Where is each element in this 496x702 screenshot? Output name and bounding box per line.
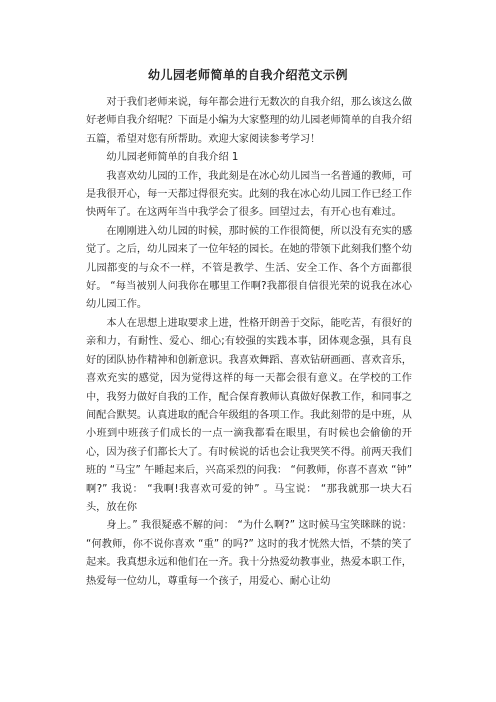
intro-paragraph: 对于我们老师来说，每年都会进行无数次的自我介绍，那么该这么做好老师自我介绍呢？下面是小编为大家整理的幼儿园老师简单的自我介绍五篇，希望对您有所帮助。欢迎大家阅读参考学习！ xyxy=(86,97,413,145)
body-paragraph: 身上。” 我很疑惑不解的问： “为什么啊?” 这时候马宝笑眯眯的说： “何教师，你不说你喜欢 “重” 的吗?” 这时的我才恍然大悟，不禁的笑了起来。我真想永远和他们在一齐。我十分热爱幼教事业，热爱本职工作，热爱每一位幼儿，尊重每一个孩子，用爱心、耐心让幼 xyxy=(86,520,412,587)
document-title: 幼儿园老师简单的自我介绍范文示例 xyxy=(147,68,348,82)
document-body xyxy=(86,94,412,591)
body-paragraph: 我喜欢幼儿园的工作，我此刻是在冰心幼儿园当一名普通的教师，可是我很开心，每一天都过得很充实。此刻的我在冰心幼儿园工作已经工作快两年了。在这两年当中我学会了很多。回望过去，有开心也有难过。 xyxy=(86,170,413,219)
section-heading: 幼儿园老师简单的自我介绍 1 xyxy=(106,152,239,164)
body-paragraph: 本人在思想上进取要求上进，性格开朗善于交际，能吃苦，有很好的亲和力，有耐性、爱心、细心;有较强的实践本事，团体观念强，具有良好的团队协作精神和创新意识。我喜欢舞蹈、喜欢钻研画画、喜欢音乐，喜欢充实的感觉，因为觉得这样的每一天都会很有意义。在学校的工作中，我努力做好自我的工作，配合保育教师认真做好保教工作，和同事之间配合默契。认真进取的配合年级组的各项工作。我此刻带的是中班，从小班到中班孩子们成长的一点一滴我都看在眼里，有时候也会偷偷的开心，因为孩子们都长大了。有时候说的话也会让我哭笑不得。前两天我们班的 “马宝” 午睡起来后，兴高采烈的问我： “何教师，你喜不喜欢 “钟” 啊?” 我说： “我啊!我喜欢可爱的钟” 。马宝说： “那我就那一块大石头，放在你 xyxy=(86,317,413,513)
body-paragraph: 在刚刚进入幼儿园的时候，那时候的工作很简便，所以没有充实的感觉了。之后，幼儿园来了一位年轻的园长。在她的带领下此刻我们整个幼儿园都变的与众不一样，不管是教学、生活、安全工作、各个方面都很好。 “每当被别人问我你在哪里工作啊?我都很自信很光荣的说我在冰心幼儿园工作。 xyxy=(86,225,413,311)
